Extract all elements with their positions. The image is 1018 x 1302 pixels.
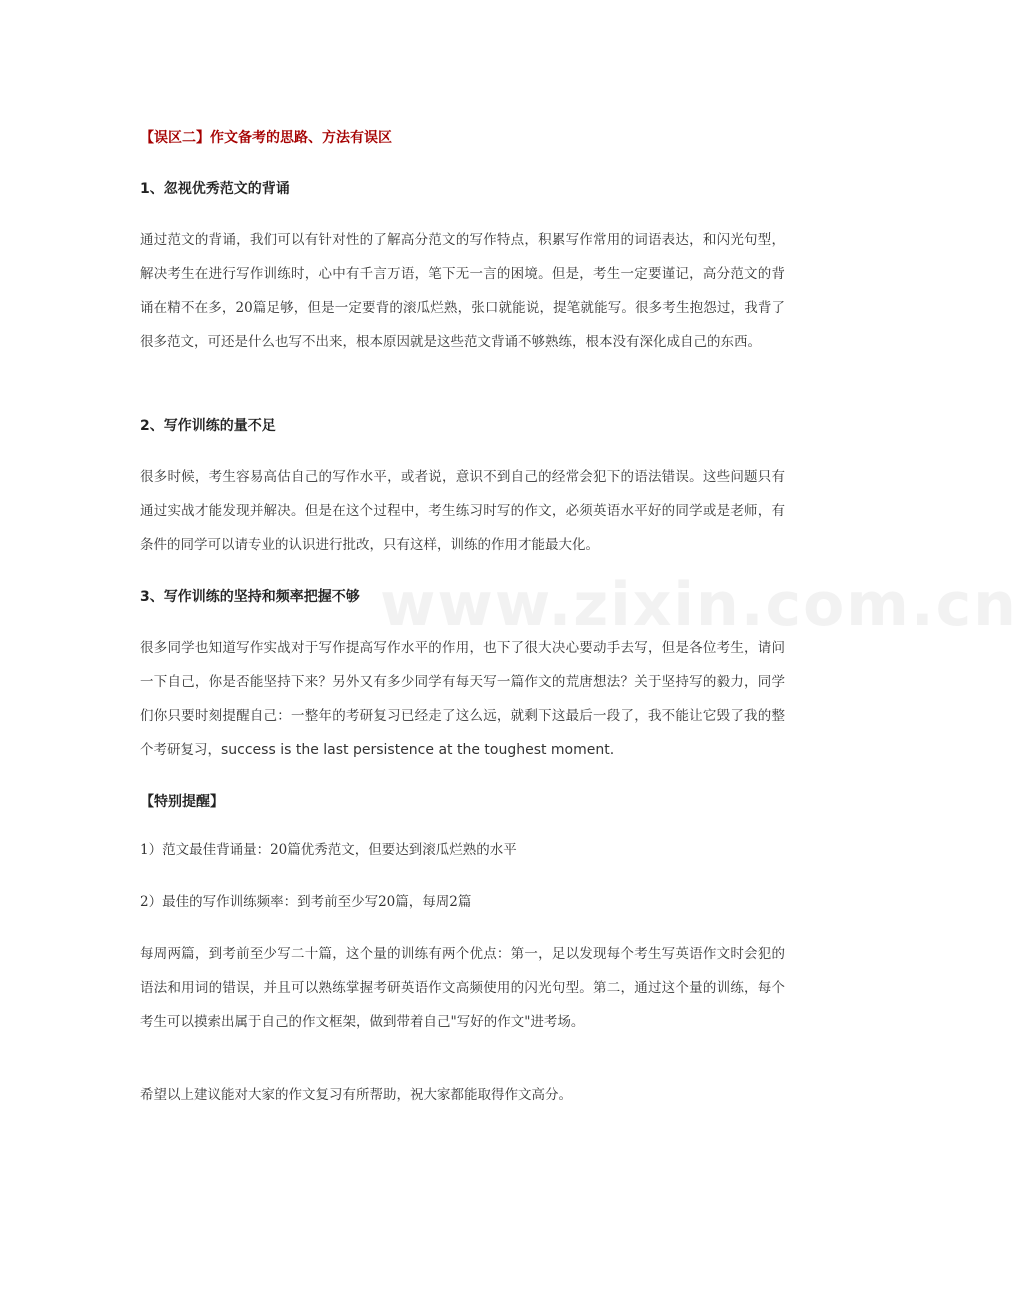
watermark: www.zixin.com.cn: [380, 570, 1018, 640]
reminder-heading: 【特别提醒】: [140, 794, 224, 810]
section-3-text-cn: 很多同学也知道写作实战对于写作提高写作水平的作用，也下了很大决心要动手去写，但是各位考生，请问一下自己，你是否能坚持下来？另外又有多少同学有每天写一篇作文的荒唐想法？关于坚持写的毅力，同学们你只要时刻提醒自己：一整年的考研复习已经走了这么远，就剩下这最后一段了，我不能让它毁了我的整个考研复习，: [140, 640, 785, 758]
reminder-text: 每周两篇，到考前至少写二十篇，这个量的训练有两个优点：第一，足以发现每个考生写英语作文时会犯的语法和用词的错误，并且可以熟练掌握考研英语作文高频使用的闪光句型。第二，通过这个量的训练，每个考生可以摸索出属于自己的作文框架，做到带着自己"写好的作文"进考场。: [140, 946, 785, 1030]
page-title: 【误区二】作文备考的思路、方法有误区: [140, 130, 392, 146]
section-1-heading: 1、忽视优秀范文的背诵: [140, 181, 290, 197]
section-1-text: 通过范文的背诵，我们可以有针对性的了解高分范文的写作特点，积累写作常用的词语表达，和闪光句型，解决考生在进行写作训练时，心中有千言万语，笔下无一言的困境。但是，考生一定要谨记，高分范文的背诵在精不在多，20篇足够，但是一定要背的滚瓜烂熟，张口就能说，提笔就能写。很多考生抱怨过，我背了很多范文，可还是什么也写不出来，根本原因就是这些范文背诵不够熟练，根本没有深化成自己的东西。: [140, 232, 785, 350]
reminder-item-1: 1）范文最佳背诵量：20篇优秀范文，但要达到滚瓜烂熟的水平: [140, 842, 517, 858]
section-2-heading: 2、写作训练的量不足: [140, 418, 276, 434]
section-3-text-en: success is the last persistence at the toughest moment.: [221, 742, 615, 758]
section-2-text: 很多时候，考生容易高估自己的写作水平，或者说，意识不到自己的经常会犯下的语法错误。这些问题只有通过实战才能发现并解决。但是在这个过程中，考生练习时写的作文，必须英语水平好的同学或是老师，有条件的同学可以请专业的认识进行批改，只有这样，训练的作用才能最大化。: [140, 469, 785, 553]
section-3-text: [140, 631, 785, 767]
reminder-item-2: 2）最佳的写作训练频率：到考前至少写20篇，每周2篇: [140, 894, 472, 910]
closing-text: 希望以上建议能对大家的作文复习有所帮助，祝大家都能取得作文高分。: [140, 1087, 572, 1103]
section-3-heading: 3、写作训练的坚持和频率把握不够: [140, 589, 360, 605]
